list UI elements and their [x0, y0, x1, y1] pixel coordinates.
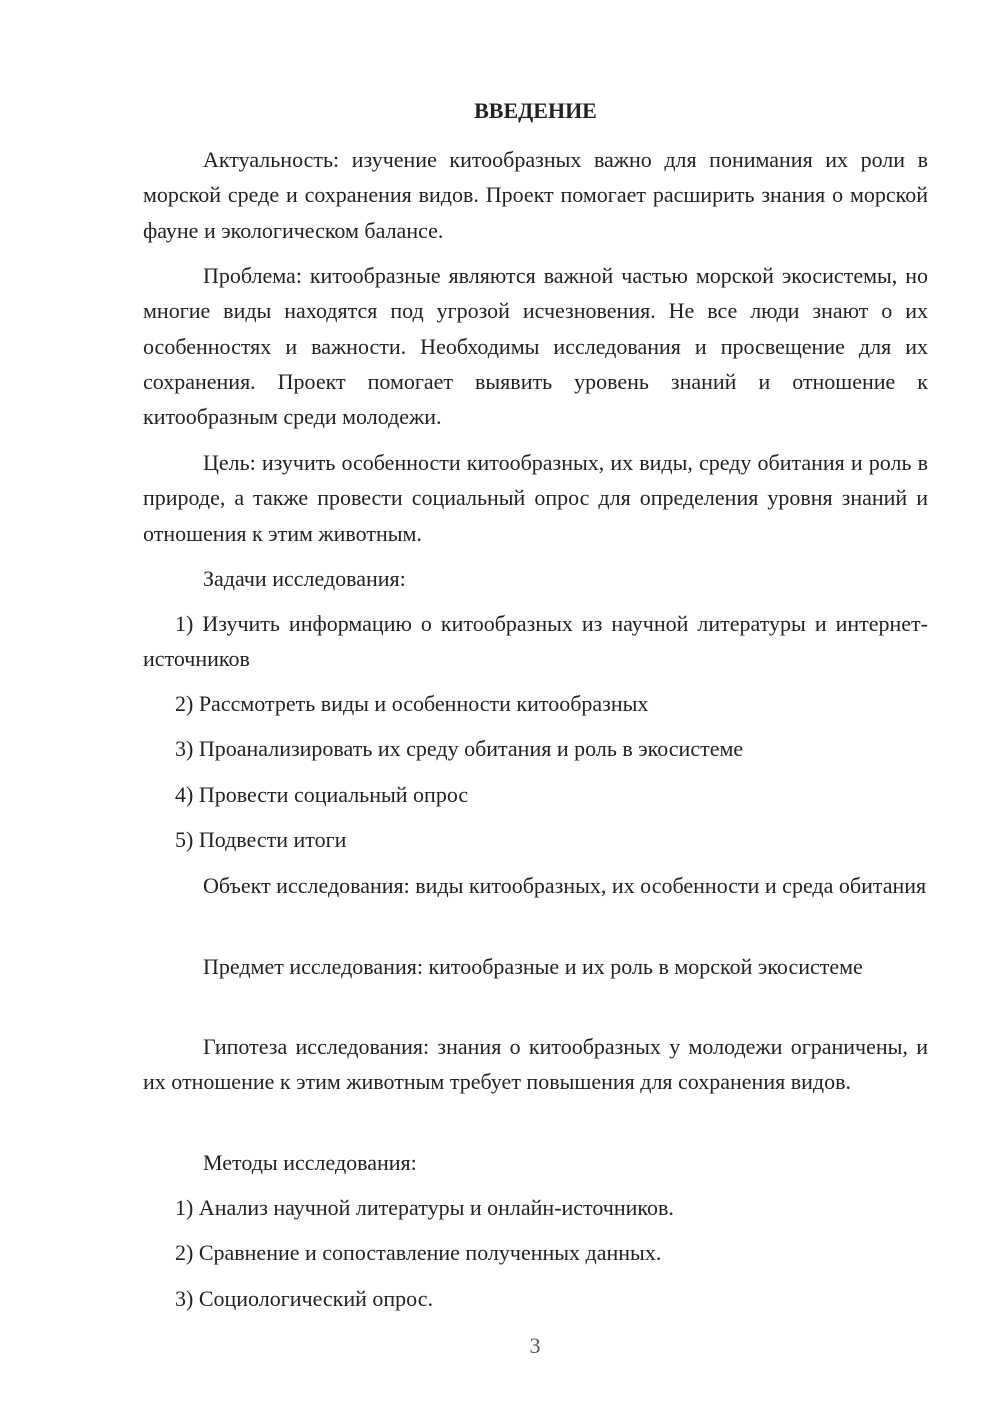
list-item-task-2: 2) Рассмотреть виды и особенности китообразных — [175, 691, 649, 716]
paragraph-object: Объект исследования: виды китообразных, их особенности и среда обитания — [203, 873, 927, 898]
paragraph-relevance: Актуальность: изучение китообразных важно для понимания их роли в морской среде и сохранения видов. Проект помогает расширить знания о морской фауне и экологическом балансе. — [143, 147, 928, 243]
list-item-method-2: 2) Сравнение и сопоставление полученных данных. — [175, 1240, 662, 1265]
page-number: 3 — [529, 1333, 541, 1358]
list-item-task-5: 5) Подвести итоги — [175, 827, 347, 852]
list-item-task-1: 1) Изучить информацию о китообразных из научной литературы и интернет-источников — [143, 611, 928, 672]
section-title: ВВЕДЕНИЕ — [474, 98, 597, 123]
list-item-task-3: 3) Проанализировать их среду обитания и роль в экосистеме — [175, 736, 744, 761]
list-item-method-3: 3) Социологический опрос. — [175, 1286, 433, 1311]
paragraph-subject: Предмет исследования: китообразные и их роль в морской экосистеме — [203, 954, 863, 979]
paragraph-methods-heading: Методы исследования: — [203, 1150, 417, 1175]
list-item-task-4: 4) Провести социальный опрос — [175, 782, 469, 807]
paragraph-problem: Проблема: китообразные являются важной частью морской экосистемы, но многие виды находятся под угрозой исчезновения. Не все люди знают о их особенностях и важности. Необходимы исследования и просвещение для их сохранения. Проект помогает выявить уровень знаний и отношение к китообразным среди молодежи. — [143, 263, 928, 430]
paragraph-tasks-heading: Задачи исследования: — [203, 566, 406, 591]
list-item-method-1: 1) Анализ научной литературы и онлайн-источников. — [175, 1195, 674, 1220]
paragraph-goal: Цель: изучить особенности китообразных, их виды, среду обитания и роль в природе, а также провести социальный опрос для определения уровня знаний и отношения к этим животным. — [143, 450, 928, 546]
paragraph-hypothesis: Гипотеза исследования: знания о китообразных у молодежи ограничены, и их отношение к этим животным требует повышения для сохранения видов. — [143, 1034, 928, 1095]
